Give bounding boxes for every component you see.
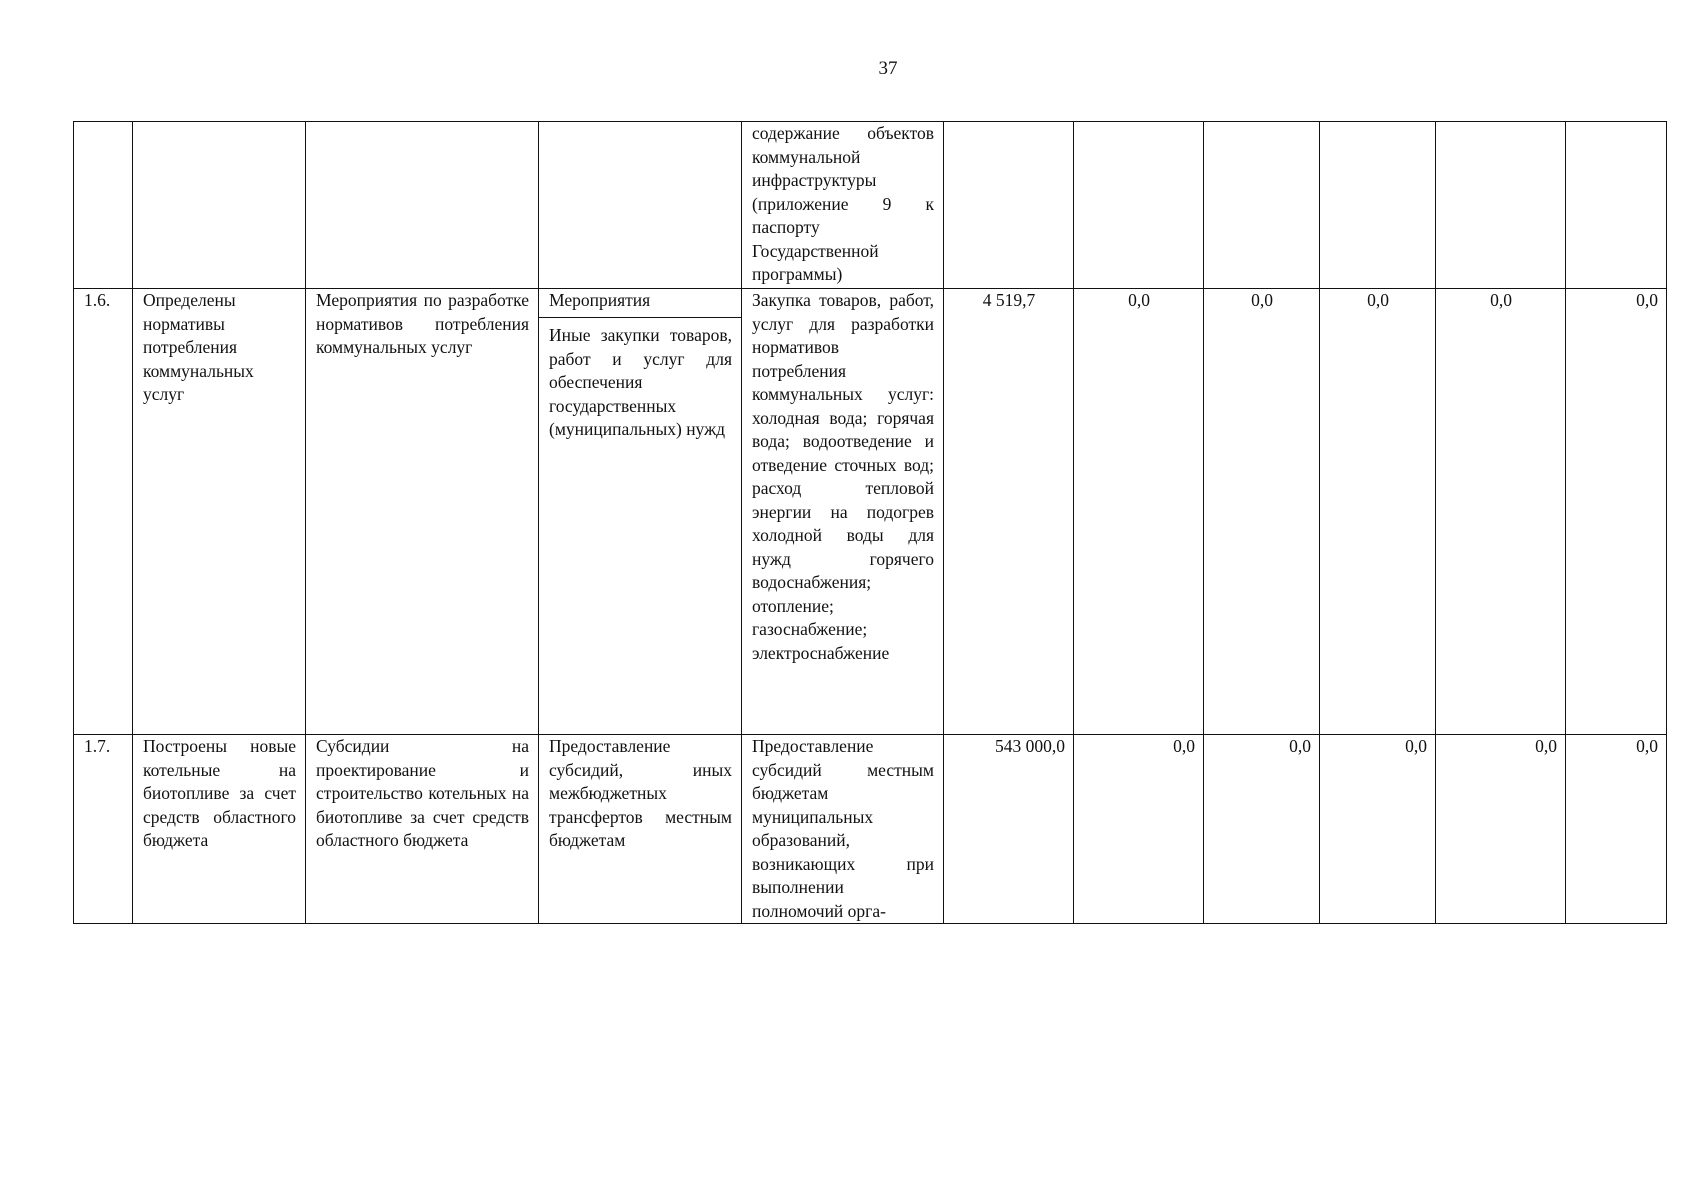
cell-type-top: Мероприятия xyxy=(549,290,651,310)
table-row xyxy=(74,735,1667,924)
cell-description: содержание объектов коммунальной инфраструктуры (приложение 9 к паспорту Государственной программы) xyxy=(742,122,944,289)
cell-value: 0,0 xyxy=(1320,735,1436,924)
cell-measure: Субсидии на проектирование и строительство котельных на биотопливе за счет средств областного бюджета xyxy=(306,735,539,924)
cell-value: 0,0 xyxy=(1204,289,1320,735)
cell-value: 0,0 xyxy=(1566,289,1667,735)
cell-result: Определены нормативы потребления коммунальных услуг xyxy=(133,289,306,735)
cell-value: 0,0 xyxy=(1436,289,1566,735)
cell-type xyxy=(539,122,742,289)
cell-value xyxy=(1074,122,1204,289)
cell-value xyxy=(1204,122,1320,289)
cell-description: Закупка товаров, работ, услуг для разработки нормативов потребления коммунальных услуг: холодная вода; горячая вода; водоотведение и отведение сточных вод; расход тепловой энергии на подогрев холодной воды для нужд горячего водоснабжения; отопление; газоснабжение; электроснабжение xyxy=(742,289,944,735)
cell-value: 0,0 xyxy=(1204,735,1320,924)
program-table xyxy=(73,121,1667,924)
table-row xyxy=(74,289,1667,735)
cell-num: 1.6. xyxy=(74,289,133,735)
cell-type xyxy=(539,289,742,735)
cell-value xyxy=(1566,122,1667,289)
cell-measure: Мероприятия по разработке нормативов потребления коммунальных услуг xyxy=(306,289,539,735)
cell-value: 0,0 xyxy=(1074,289,1204,735)
cell-value: 0,0 xyxy=(1074,735,1204,924)
cell-value: 0,0 xyxy=(1320,289,1436,735)
cell-num: 1.7. xyxy=(74,735,133,924)
cell-value: 0,0 xyxy=(1436,735,1566,924)
cell-value xyxy=(1320,122,1436,289)
cell-value xyxy=(944,122,1074,289)
cell-type-bottom: Иные закупки товаров, работ и услуг для обеспечения государственных (муниципальных) нужд xyxy=(549,325,732,439)
cell-value: 543 000,0 xyxy=(944,735,1074,924)
cell-value xyxy=(1436,122,1566,289)
table-row-continued xyxy=(74,122,1667,289)
cell-result: Построены новые котельные на биотопливе за счет средств областного бюджета xyxy=(133,735,306,924)
cell-type: Предоставление субсидий, иных межбюджетных трансфертов местным бюджетам xyxy=(539,735,742,924)
cell-measure xyxy=(306,122,539,289)
cell-value: 0,0 xyxy=(1566,735,1667,924)
cell-result xyxy=(133,122,306,289)
cell-description: Предоставление субсидий местным бюджетам муниципальных образований, возникающих при выполнении полномочий орга- xyxy=(742,735,944,924)
cell-num xyxy=(74,122,133,289)
page-number: 37 xyxy=(878,58,898,79)
cell-value: 4 519,7 xyxy=(944,289,1074,735)
